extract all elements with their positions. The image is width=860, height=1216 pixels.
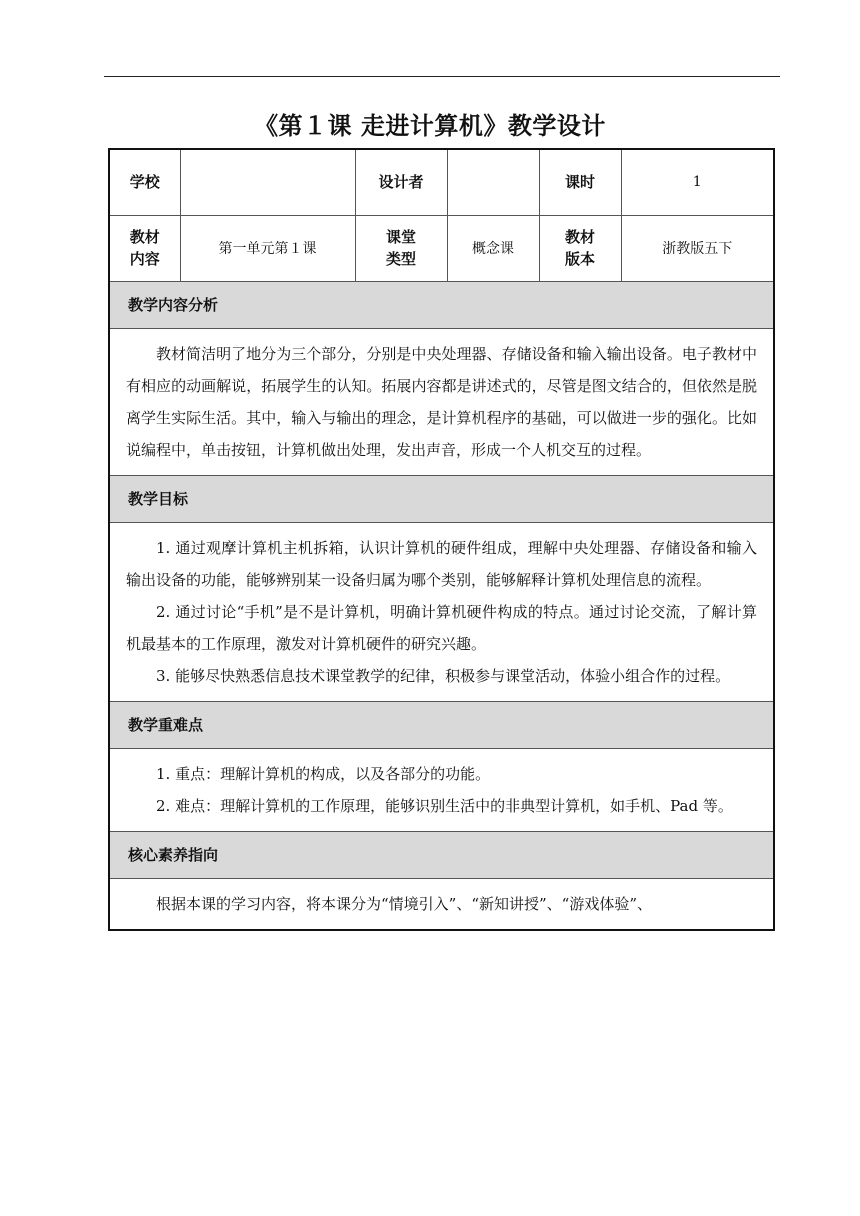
lesson-plan-table [108,148,775,931]
designer-label: 设计者 [355,149,447,215]
section-body-content-analysis [109,328,774,475]
content-label: 教材 内容 [109,215,180,281]
paragraph: 1. 通过观摩计算机主机拆箱，认识计算机的硬件组成，理解中央处理器、存储设备和输入输出设备的功能，能够辨别某一设备归属为哪个类别，能够解释计算机处理信息的流程。 [126,538,757,589]
section-body-row [109,522,774,701]
info-row-1 [109,149,774,215]
paragraph: 1. 重点：理解计算机的构成，以及各部分的功能。 [156,764,491,783]
paragraph: 2. 通过讨论“手机”是不是计算机，明确计算机硬件构成的特点。通过讨论交流，了解计算机最基本的工作原理，激发对计算机硬件的研究兴趣。 [126,602,757,653]
section-body-objectives [109,522,774,701]
section-heading-content-analysis: 教学内容分析 [109,281,774,328]
section-heading-row [109,475,774,522]
section-heading-row [109,831,774,878]
period-value: 1 [621,149,774,215]
paragraph: 根据本课的学习内容，将本课分为“情境引入”、“新知讲授”、“游戏体验”、 [156,894,653,913]
designer-value [447,149,539,215]
content-value: 第一单元第１课 [180,215,355,281]
type-value: 概念课 [447,215,539,281]
header-rule [104,76,780,77]
section-body-row [109,878,774,930]
section-body-core-literacy [109,878,774,930]
type-label: 课堂 类型 [355,215,447,281]
paragraph: 3. 能够尽快熟悉信息技术课堂教学的纪律，积极参与课堂活动，体验小组合作的过程。 [156,666,731,685]
school-label: 学校 [109,149,180,215]
version-label: 教材 版本 [539,215,621,281]
school-value [180,149,355,215]
section-body-row [109,748,774,831]
paragraph: 2. 难点：理解计算机的工作原理，能够识别生活中的非典型计算机，如手机、Pad 等。 [156,796,733,815]
version-value: 浙教版五下 [621,215,774,281]
section-heading-core-literacy: 核心素养指向 [109,831,774,878]
paragraph: 教材简洁明了地分为三个部分，分别是中央处理器、存储设备和输入输出设备。电子教材中有相应的动画解说，拓展学生的认知。拓展内容都是讲述式的，尽管是图文结合的，但依然是脱离学生实际生活。其中，输入与输出的理念，是计算机程序的基础，可以做进一步的强化。比如说编程中，单击按钮，计算机做出处理，发出声音，形成一个人机交互的过程。 [126,344,757,459]
info-row-2 [109,215,774,281]
section-heading-row [109,701,774,748]
period-label: 课时 [539,149,621,215]
section-heading-objectives: 教学目标 [109,475,774,522]
section-body-row [109,328,774,475]
section-heading-key-points: 教学重难点 [109,701,774,748]
section-body-key-points [109,748,774,831]
section-heading-row [109,281,774,328]
document-title: 《第１课 走进计算机》教学设计 [254,112,606,140]
